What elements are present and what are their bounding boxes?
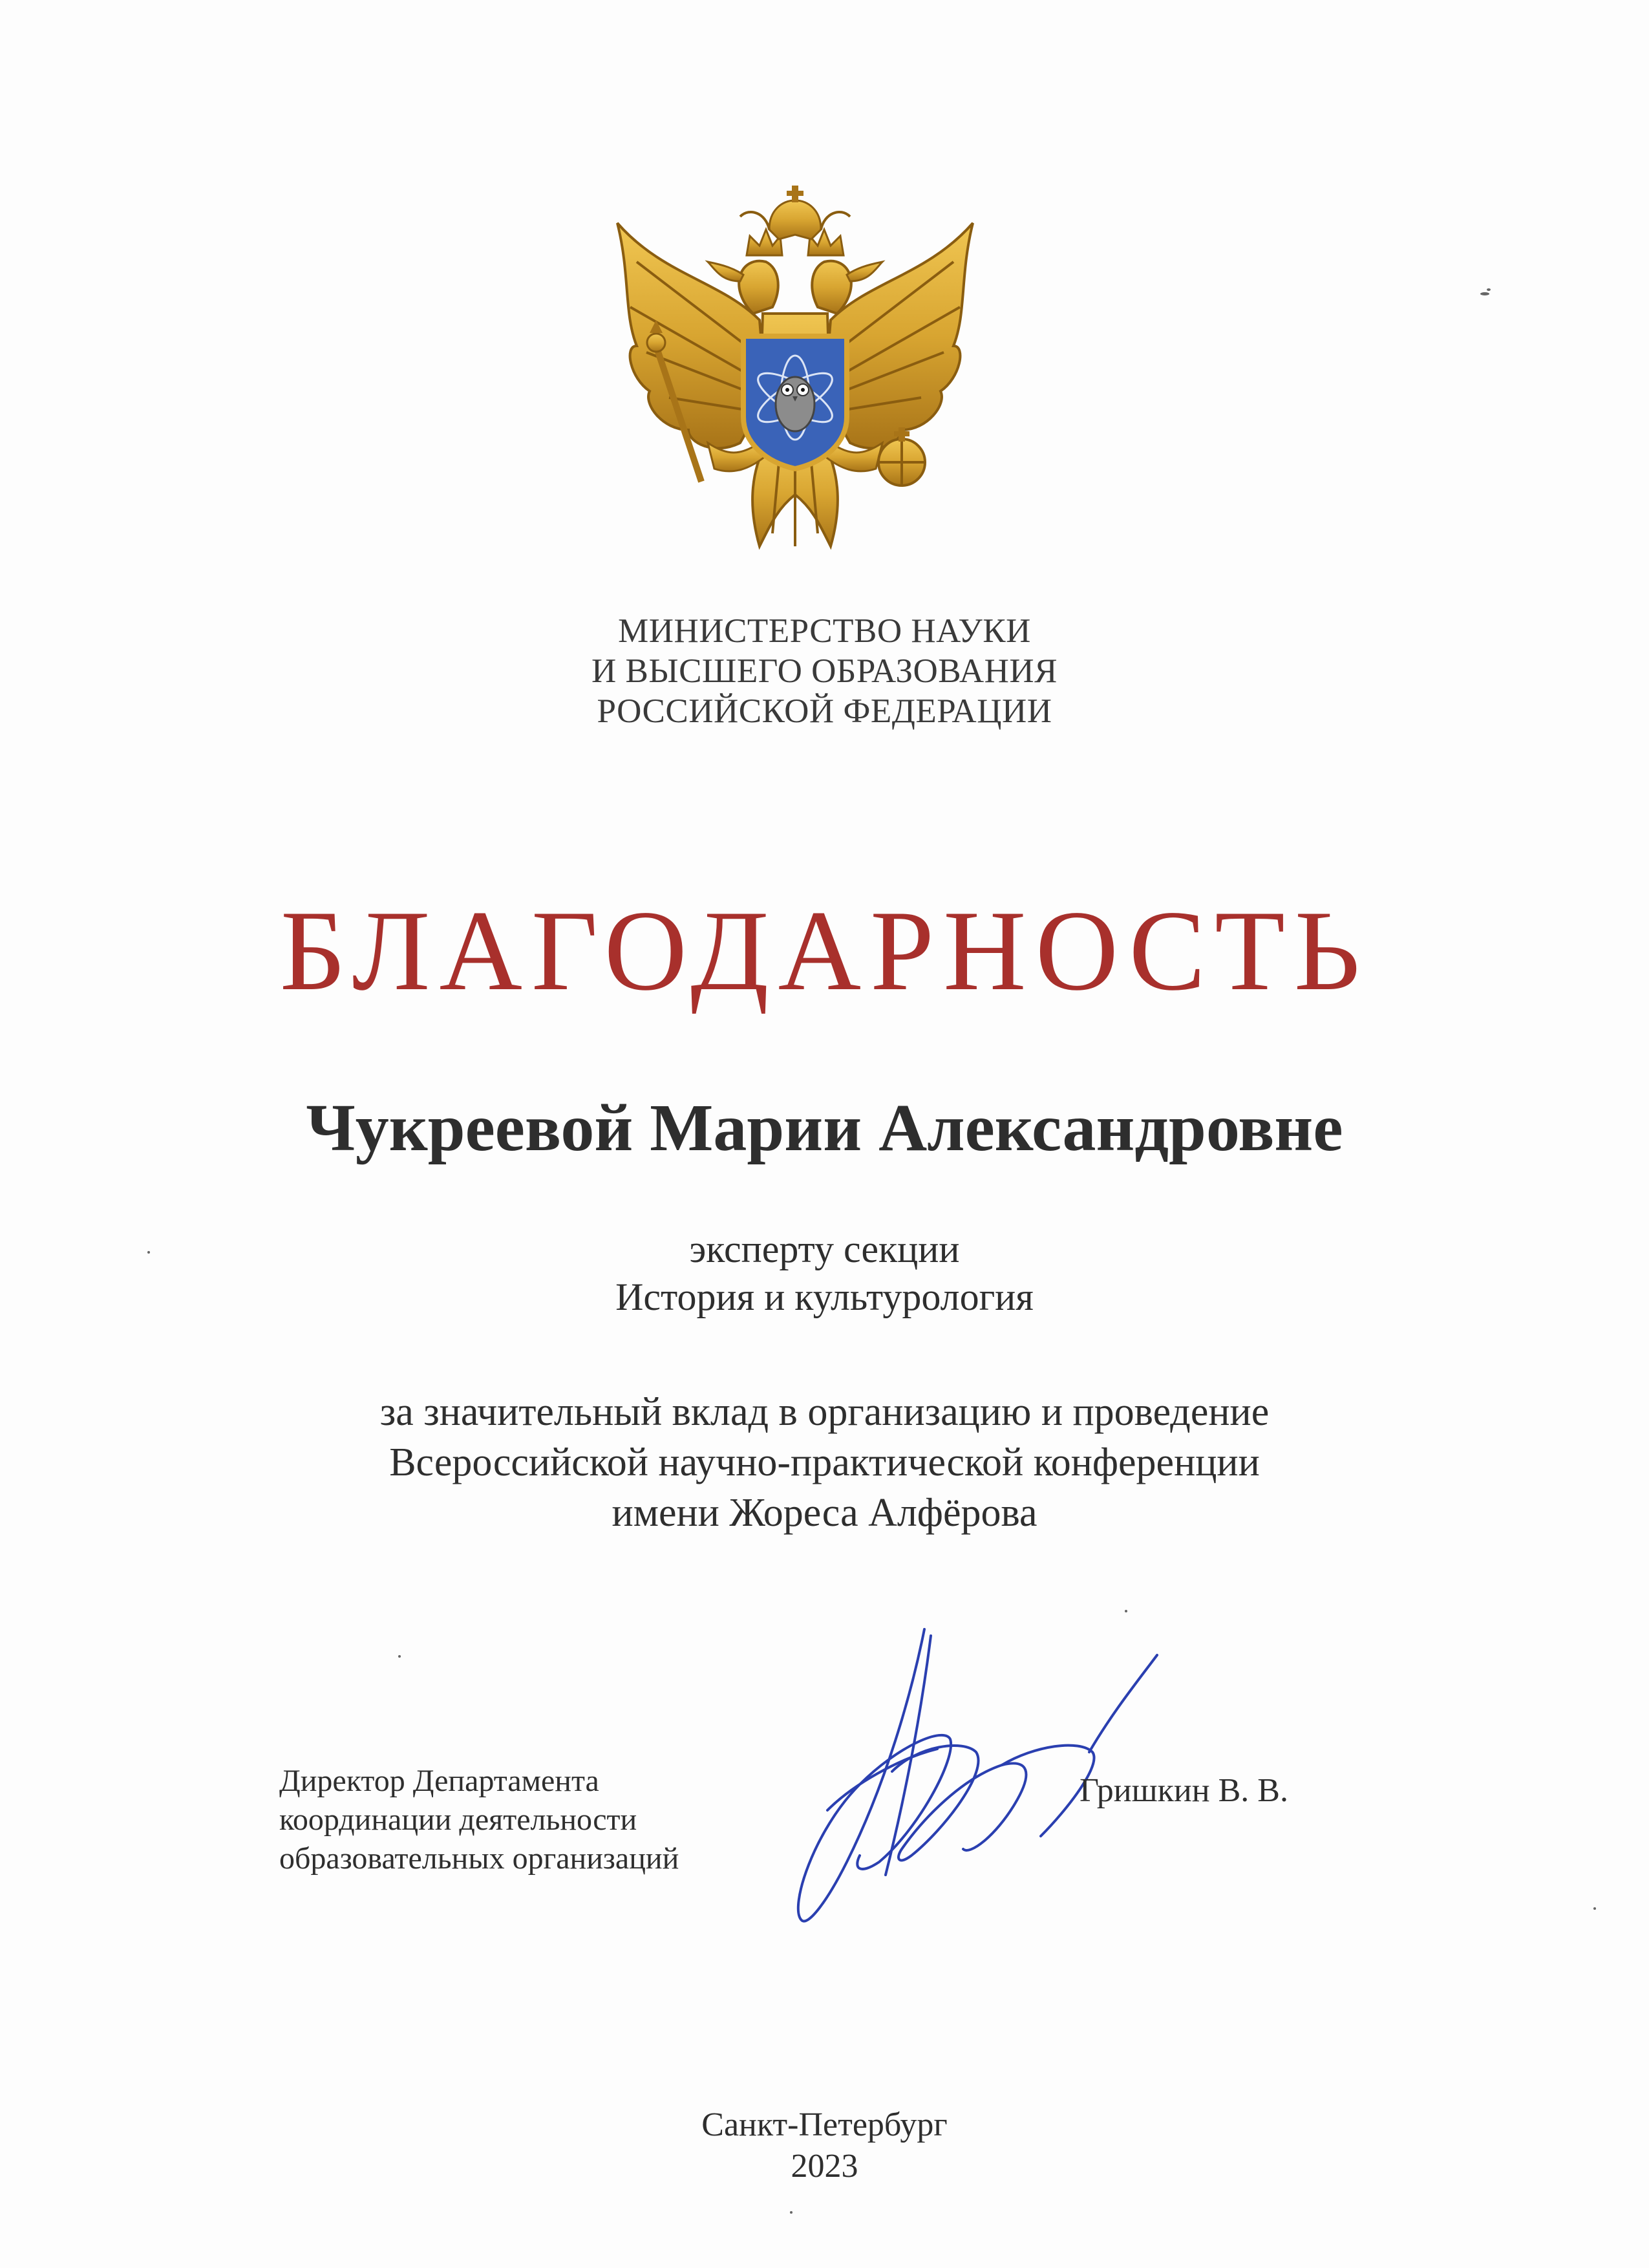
role-line-1: эксперту секции (689, 1228, 960, 1270)
city: Санкт-Петербург (701, 2106, 948, 2143)
reason-line-2: Всероссийской научно-практической конференции (389, 1440, 1260, 1484)
scan-speck (790, 2211, 793, 2214)
ministry-line-3: РОССИЙСКОЙ ФЕДЕРАЦИИ (597, 692, 1052, 730)
role-line-2: История и культурология (615, 1276, 1034, 1318)
recipient-name: Чукреевой Марии Александровне (306, 1091, 1343, 1165)
signer-position (279, 1762, 679, 1878)
scan-speck (1480, 292, 1489, 295)
ministry-line-1: МИНИСТЕРСТВО НАУКИ (618, 612, 1031, 650)
reason-line-3: имени Жореса Алфёрова (612, 1491, 1037, 1535)
scan-speck (1487, 288, 1491, 291)
year: 2023 (791, 2148, 858, 2185)
ministry-eagle-emblem-icon (611, 184, 979, 566)
ministry-name (0, 611, 1649, 731)
document-title: БЛАГОДАРНОСТЬ (279, 886, 1370, 1014)
signer-title-line-1: Директор Департамента (279, 1764, 599, 1798)
scan-speck (1593, 1907, 1596, 1910)
scan-speck (398, 1655, 401, 1658)
place-and-year (0, 2104, 1649, 2187)
signer-title-line-3: образовательных организаций (279, 1841, 679, 1876)
award-reason (0, 1387, 1649, 1538)
ministry-line-2: И ВЫСШЕГО ОБРАЗОВАНИЯ (591, 652, 1058, 690)
scan-speck (1125, 1610, 1127, 1612)
scan-speck (147, 1251, 150, 1254)
signer-title-line-2: координации деятельности (279, 1803, 637, 1837)
reason-line-1: за значительный вклад в организацию и проведение (379, 1390, 1270, 1434)
recipient-role (0, 1225, 1649, 1321)
signer-name: Гришкин В. В. (1080, 1772, 1288, 1809)
